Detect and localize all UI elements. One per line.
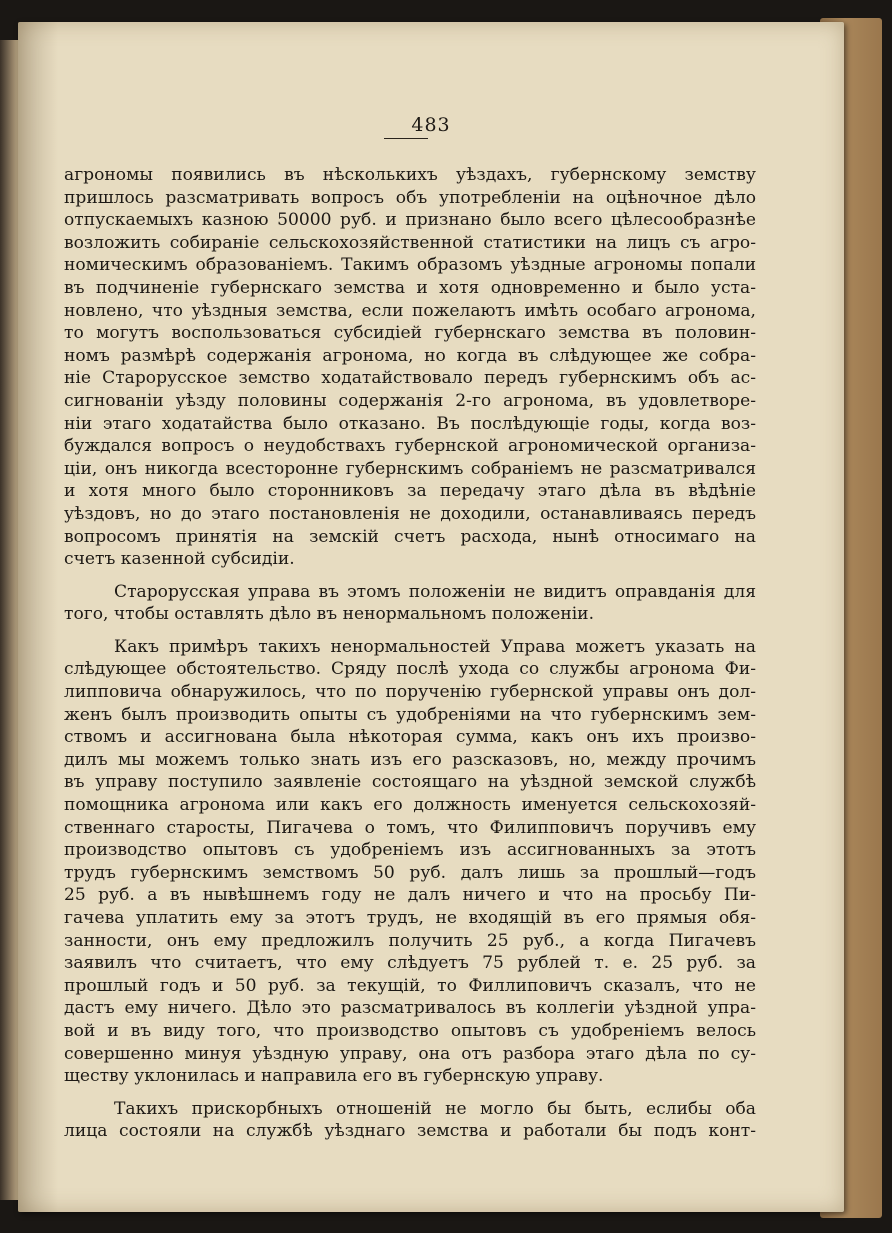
text-line: дастъ ему ничего. Дѣло это разсматривалось въ коллегіи уѣздной упра- bbox=[64, 998, 756, 1019]
page-number-rule bbox=[384, 138, 428, 139]
text-line: совершенно минуя уѣздную управу, она отъ разбора этаго дѣла по су- bbox=[64, 1043, 756, 1064]
text-line: уѣздовъ, но до этаго постановленія не доходили, останавливаясь передъ bbox=[64, 503, 756, 524]
paragraph bbox=[64, 1098, 756, 1143]
text-line: Такихъ прискорбныхъ отношеній не могло бы быть, еслибы оба bbox=[114, 1098, 756, 1119]
paragraph-gap bbox=[64, 571, 756, 581]
page-text bbox=[64, 164, 756, 1143]
text-line: номическимъ образованіемъ. Такимъ образомъ уѣздные агрономы попали bbox=[64, 255, 756, 276]
text-line: гачева уплатить ему за этотъ трудъ, не входящій въ его прямыя обя- bbox=[64, 908, 756, 928]
paragraph bbox=[64, 164, 756, 571]
text-line: отпускаемыхъ казною 50000 руб. и признано было всего цѣлесообразнѣе bbox=[64, 210, 756, 231]
book-spine-edge bbox=[0, 40, 20, 1200]
text-line: трудъ губернскимъ земствомъ 50 руб. далъ лишь за прошлый—годъ bbox=[64, 862, 756, 883]
text-line: вопросомъ принятія на земскій счетъ расхода, нынѣ относимаго на bbox=[64, 526, 756, 547]
text-line: возложить собираніе сельскохозяйственной статистики на лицъ съ агро- bbox=[64, 232, 756, 253]
paragraph-gap bbox=[64, 1088, 756, 1098]
text-line: заявилъ что считаетъ, что ему слѣдуетъ 75 рублей т. е. 25 руб. за bbox=[64, 953, 756, 974]
text-line: въ подчиненіе губернскаго земства и хотя одновременно и было уста- bbox=[64, 277, 756, 298]
text-line: и хотя много было сторонниковъ за передачу этаго дѣла въ вѣдѣніе bbox=[64, 481, 756, 502]
text-line: Какъ примѣръ такихъ ненормальностей Управа можетъ указать на bbox=[114, 636, 756, 657]
text-line: лица состояли на службѣ уѣзднаго земства и работали бы подъ конт- bbox=[64, 1121, 756, 1142]
text-line: дилъ мы можемъ только знать изъ его разсказовъ, но, между прочимъ bbox=[64, 749, 756, 770]
text-line: прошлый годъ и 50 руб. за текущій, то Филлиповичъ сказалъ, что не bbox=[64, 975, 756, 996]
book-page bbox=[18, 22, 844, 1212]
text-line: ніи этаго ходатайства было отказано. Въ послѣдующіе годы, когда воз- bbox=[64, 413, 756, 434]
paragraph bbox=[64, 636, 756, 1088]
text-line: женъ былъ производить опыты съ удобреніями на что губернскимъ зем- bbox=[64, 704, 756, 725]
text-line: слѣдующее обстоятельство. Сряду послѣ ухода со службы агронома Фи- bbox=[64, 659, 756, 680]
text-line: номъ размѣрѣ содержанія агронома, но когда въ слѣдующее же собра- bbox=[64, 345, 756, 366]
text-line: 25 руб. а въ нывѣшнемъ году не далъ ничего и что на просьбу Пи- bbox=[64, 885, 756, 906]
text-line: ствомъ и ассигнована была нѣкоторая сумма, какъ онъ ихъ произво- bbox=[64, 727, 756, 748]
text-line: счетъ казенной субсидіи. bbox=[64, 549, 295, 570]
text-line: новлено, что уѣздныя земства, если пожелаютъ имѣть особаго агронома, bbox=[64, 300, 756, 321]
text-line: занности, онъ ему предложилъ получить 25 руб., а когда Пигачевъ bbox=[64, 930, 756, 951]
text-line: липповича обнаружилось, что по порученію губернской управы онъ дол- bbox=[64, 682, 756, 703]
text-line: помощника агронома или какъ его должность именуется сельскохозяй- bbox=[64, 795, 756, 816]
text-line: въ управу поступило заявленіе состоящаго на уѣздной земской службѣ bbox=[64, 772, 756, 793]
text-line: вой и въ виду того, что производство опытовъ съ удобреніемъ велось bbox=[64, 1020, 756, 1041]
text-line: то могутъ воспользоваться субсидіей губернскаго земства въ половин- bbox=[64, 323, 756, 344]
text-line: того, чтобы оставлять дѣло въ ненормальномъ положеніи. bbox=[64, 604, 595, 625]
text-line: ществу уклонилась и направила его въ губернскую управу. bbox=[64, 1066, 604, 1087]
text-line: Старорусская управа въ этомъ положеніи не видитъ оправданія для bbox=[114, 581, 756, 602]
text-line: агрономы появились въ нѣсколькихъ уѣздахъ, губернскому земству bbox=[64, 165, 756, 185]
text-line: производство опытовъ съ удобреніемъ изъ ассигнованныхъ за этотъ bbox=[64, 840, 756, 861]
text-line: ніе Старорусское земство ходатайствовало передъ губернскимъ объ ас- bbox=[64, 368, 756, 389]
text-line: пришлось разсматривать вопросъ объ употребленіи на оцѣночное дѣло bbox=[64, 187, 756, 208]
text-line: сигнованіи уѣзду половины содержанія 2-го агронома, въ удовлетворе- bbox=[64, 390, 756, 411]
text-line: буждался вопросъ о неудобствахъ губернской агрономической организа- bbox=[64, 436, 756, 457]
text-line: ціи, онъ никогда всесторонне губернскимъ собраніемъ не разсматривался bbox=[64, 458, 756, 479]
text-line: ственнаго старосты, Пигачева о томъ, что Филипповичъ поручивъ ему bbox=[64, 817, 756, 838]
paragraph-gap bbox=[64, 626, 756, 636]
page-number: 483 bbox=[411, 114, 451, 136]
paragraph bbox=[64, 581, 756, 626]
